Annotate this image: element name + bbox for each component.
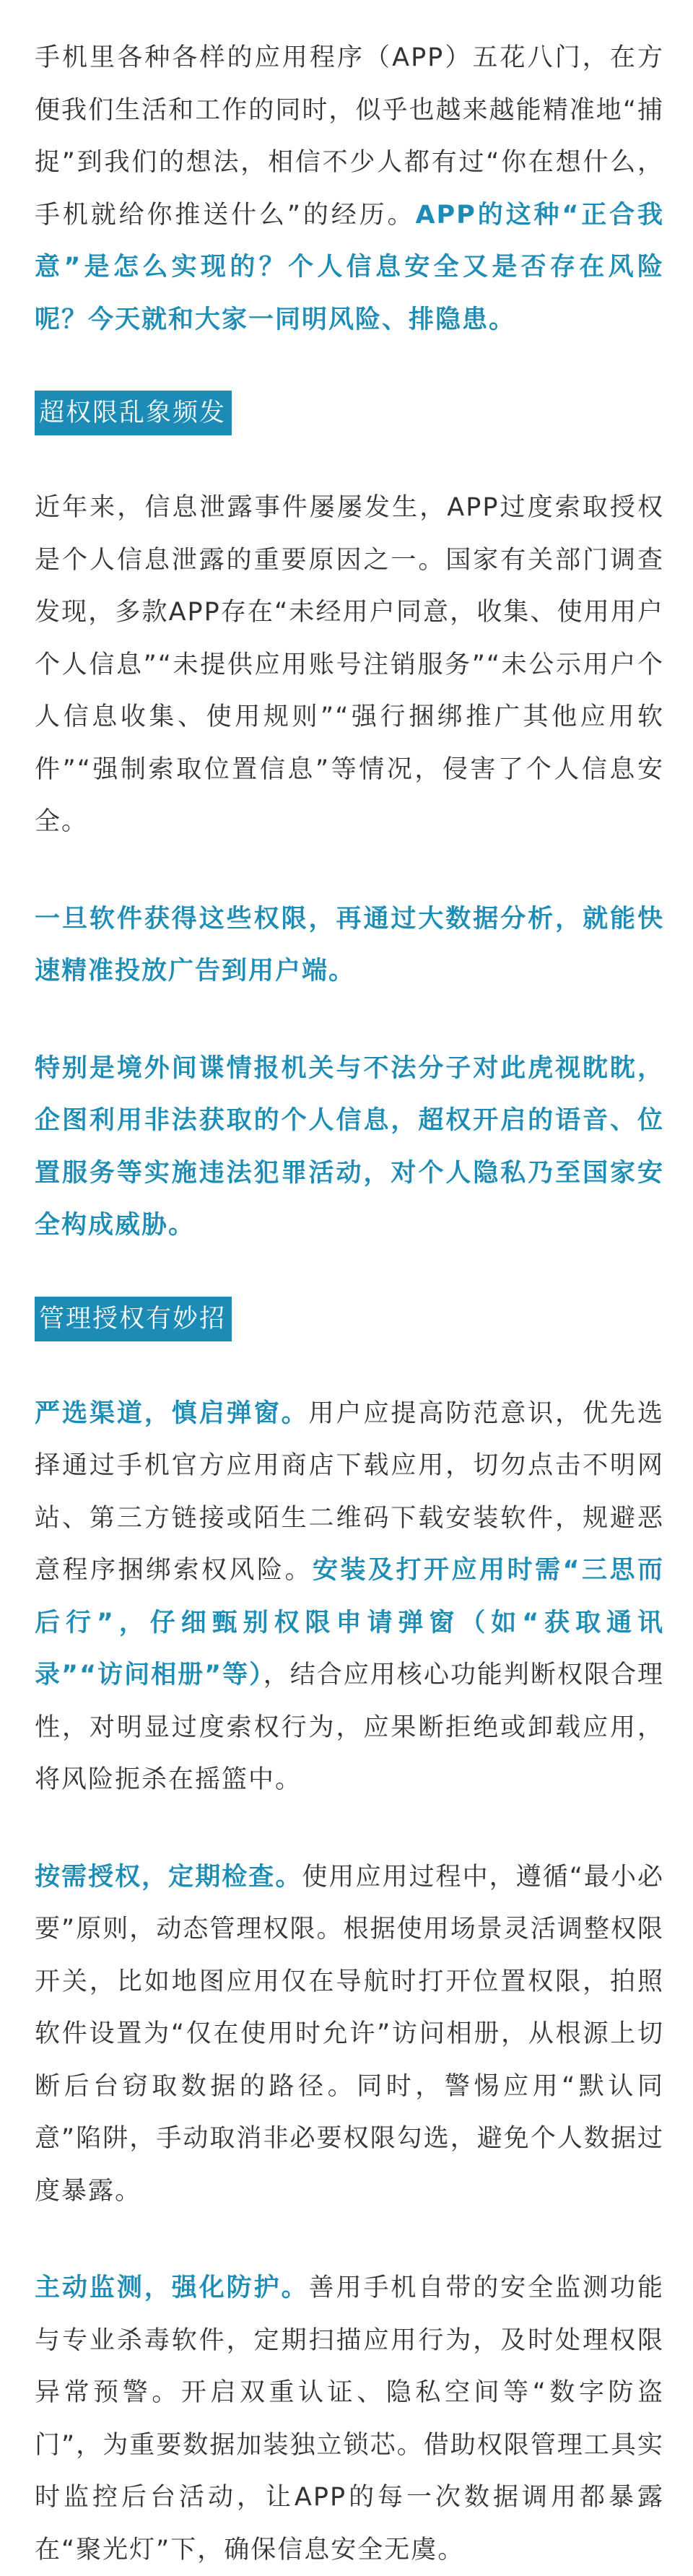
tip-text: 用户应提高防范意识，优先选择通过手机官方应用商店下载应用，切勿点击不明网站、第三方链接或陌生二维码下载安装软件，规避恶意程序捆绑索权风险。 (35, 1398, 664, 1585)
section-heading-row (35, 391, 664, 437)
section-heading-manage-permissions: 管理授权有妙招 (35, 1297, 232, 1341)
tip-text: 善用手机自带的安全监测功能与专业杀毒软件，定期扫描应用行为，及时处理权限异常预警。开启双重认证、隐私空间等“数字防盗门”，为重要数据加装独立锁芯。借助权限管理工具实时监控后台活动，让APP的每一次数据调用都暴露在“聚光灯”下，确保信息安全无虞。 (35, 2273, 664, 2564)
section-heading-row (35, 1297, 664, 1343)
section1-paragraph-2: 一旦软件获得这些权限，再通过大数据分析，就能快速精准投放广告到用户端。 (35, 904, 664, 985)
tip-paragraph-channels (35, 1388, 664, 1806)
intro-paragraph (35, 32, 664, 346)
tip-paragraph-monitoring (35, 2262, 664, 2576)
intro-text: 手机里各种各样的应用程序（APP）五花八门，在方便我们生活和工作的同时，似乎也越来越能精准地“捕捉”到我们的想法，相信不少人都有过“你在想什么，手机就给你推送什么”的经历。 (35, 43, 664, 230)
tip-lead: 严选渠道，慎启弹窗。 (35, 1398, 309, 1428)
section1-paragraph-3: 特别是境外间谍情报机关与不法分子对此虎视眈眈，企图利用非法获取的个人信息，超权开启的语音、位置服务等实施违法犯罪活动，对个人隐私乃至国家安全构成威胁。 (35, 1053, 664, 1240)
tip-paragraph-authorization (35, 1851, 664, 2218)
section1-paragraph-1: 近年来，信息泄露事件屡屡发生，APP过度索取授权是个人信息泄露的重要原因之一。国家有关部门调查发现，多款APP存在“未经用户同意，收集、使用用户个人信息”“未提供应用账号注销服务”“未公示用户个人信息收集、使用规则”“强行捆绑推广其他应用软件”“强制索取位置信息”等情况，侵害了个人信息安全。 (35, 493, 664, 836)
section-heading-super-permissions: 超权限乱象频发 (35, 391, 232, 435)
tip-text: ，结合应用核心功能判断权限合理性，对明显过度索权行为，应果断拒绝或卸载应用，将风险扼杀在摇篮中。 (35, 1661, 664, 1794)
intro-emphasis: APP的这种“正合我意”是怎么实现的？个人信息安全又是否存在风险呢？今天就和大家一同明风险、排隐患。 (35, 200, 664, 334)
tip-emphasis: 安装及打开应用时需“三思而后行”，仔细甄别权限申请弹窗（如“获取通讯录”“访问相册”等） (35, 1556, 664, 1689)
tip-text: 使用应用过程中，遵循“最小必要”原则，动态管理权限。根据使用场景灵活调整权限开关，比如地图应用仅在导航时打开位置权限，拍照软件设置为“仅在使用时允许”访问相册，从根源上切断后台窃取数据的路径。同时，警惕应用“默认同意”陷阱，手动取消非必要权限勾选，避免个人数据过度暴露。 (35, 1862, 664, 2206)
tip-lead: 主动监测，强化防护。 (35, 2273, 309, 2302)
tip-lead: 按需授权，定期检查。 (35, 1862, 302, 1892)
